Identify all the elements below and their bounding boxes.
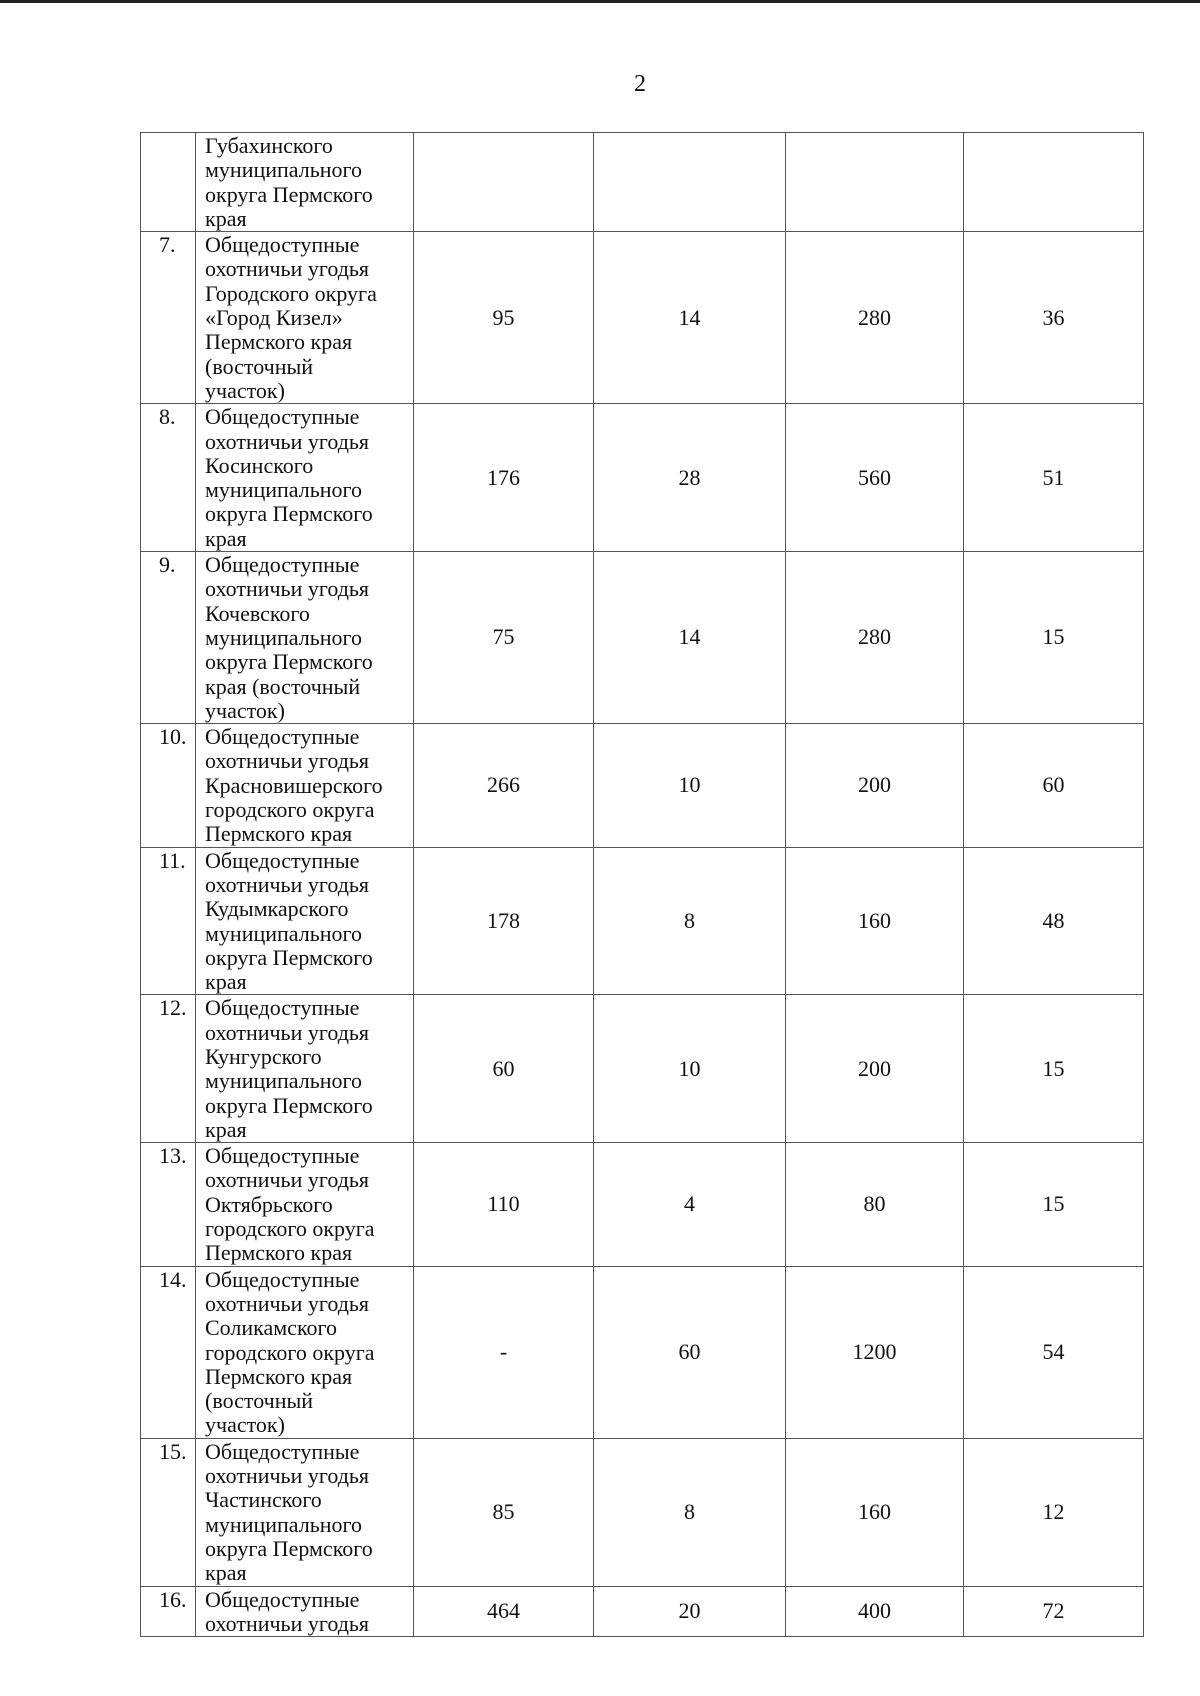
row-number <box>141 133 196 232</box>
value-cell: 280 <box>786 552 964 724</box>
row-number: 13. <box>141 1143 196 1266</box>
row-number: 9. <box>141 552 196 724</box>
value-cell: 60 <box>594 1266 786 1438</box>
value-cell: 400 <box>786 1586 964 1637</box>
value-cell: 51 <box>964 404 1144 552</box>
value-cell: 36 <box>964 232 1144 404</box>
table-row <box>141 995 1144 1143</box>
value-cell: 15 <box>964 552 1144 724</box>
ground-name: Общедоступные охотничьи угодья <box>196 1586 414 1637</box>
table-row <box>141 724 1144 847</box>
value-cell: 8 <box>594 1438 786 1586</box>
ground-name: Общедоступные охотничьи угодья Красновишерского городского округа Пермского края <box>196 724 414 847</box>
value-cell: 10 <box>594 995 786 1143</box>
value-cell: 266 <box>414 724 594 847</box>
value-cell: 160 <box>786 847 964 995</box>
table-row <box>141 1143 1144 1266</box>
value-cell: 75 <box>414 552 594 724</box>
value-cell: 28 <box>594 404 786 552</box>
value-cell: 85 <box>414 1438 594 1586</box>
value-cell: 464 <box>414 1586 594 1637</box>
ground-name: Губахинского муниципального округа Пермского края <box>196 133 414 232</box>
ground-name: Общедоступные охотничьи угодья Частинского муниципального округа Пермского края <box>196 1438 414 1586</box>
page-top-edge <box>0 0 1200 3</box>
value-cell: 60 <box>964 724 1144 847</box>
value-cell: 12 <box>964 1438 1144 1586</box>
value-cell: 54 <box>964 1266 1144 1438</box>
value-cell: 15 <box>964 995 1144 1143</box>
value-cell: 48 <box>964 847 1144 995</box>
value-cell: 178 <box>414 847 594 995</box>
value-cell: 110 <box>414 1143 594 1266</box>
value-cell: 95 <box>414 232 594 404</box>
row-number: 7. <box>141 232 196 404</box>
value-cell <box>414 133 594 232</box>
value-cell: 200 <box>786 995 964 1143</box>
table-row <box>141 404 1144 552</box>
ground-name: Общедоступные охотничьи угодья Городского округа «Город Кизел» Пермского края (восточный участок) <box>196 232 414 404</box>
ground-name: Общедоступные охотничьи угодья Косинского муниципального округа Пермского края <box>196 404 414 552</box>
row-number: 16. <box>141 1586 196 1637</box>
table-row <box>141 552 1144 724</box>
ground-name: Общедоступные охотничьи угодья Кочевского муниципального округа Пермского края (восточный участок) <box>196 552 414 724</box>
value-cell: 560 <box>786 404 964 552</box>
table-row <box>141 1266 1144 1438</box>
ground-name: Общедоступные охотничьи угодья Кунгурского муниципального округа Пермского края <box>196 995 414 1143</box>
row-number: 8. <box>141 404 196 552</box>
table-row <box>141 232 1144 404</box>
value-cell: 8 <box>594 847 786 995</box>
table-row <box>141 847 1144 995</box>
ground-name: Общедоступные охотничьи угодья Соликамского городского округа Пермского края (восточный участок) <box>196 1266 414 1438</box>
value-cell: 4 <box>594 1143 786 1266</box>
row-number: 12. <box>141 995 196 1143</box>
ground-name: Общедоступные охотничьи угодья Кудымкарского муниципального округа Пермского края <box>196 847 414 995</box>
value-cell <box>786 133 964 232</box>
ground-name: Общедоступные охотничьи угодья Октябрьского городского округа Пермского края <box>196 1143 414 1266</box>
value-cell <box>594 133 786 232</box>
page-number: 2 <box>634 71 646 97</box>
value-cell: 14 <box>594 552 786 724</box>
value-cell: 160 <box>786 1438 964 1586</box>
row-number: 10. <box>141 724 196 847</box>
table-row <box>141 133 1144 232</box>
hunting-grounds-table <box>140 132 1144 1637</box>
table-row <box>141 1586 1144 1637</box>
row-number: 15. <box>141 1438 196 1586</box>
value-cell: - <box>414 1266 594 1438</box>
value-cell: 80 <box>786 1143 964 1266</box>
value-cell: 10 <box>594 724 786 847</box>
value-cell: 14 <box>594 232 786 404</box>
value-cell: 15 <box>964 1143 1144 1266</box>
row-number: 11. <box>141 847 196 995</box>
value-cell: 176 <box>414 404 594 552</box>
value-cell: 72 <box>964 1586 1144 1637</box>
row-number: 14. <box>141 1266 196 1438</box>
value-cell <box>964 133 1144 232</box>
value-cell: 1200 <box>786 1266 964 1438</box>
value-cell: 60 <box>414 995 594 1143</box>
table-row <box>141 1438 1144 1586</box>
value-cell: 200 <box>786 724 964 847</box>
value-cell: 20 <box>594 1586 786 1637</box>
value-cell: 280 <box>786 232 964 404</box>
